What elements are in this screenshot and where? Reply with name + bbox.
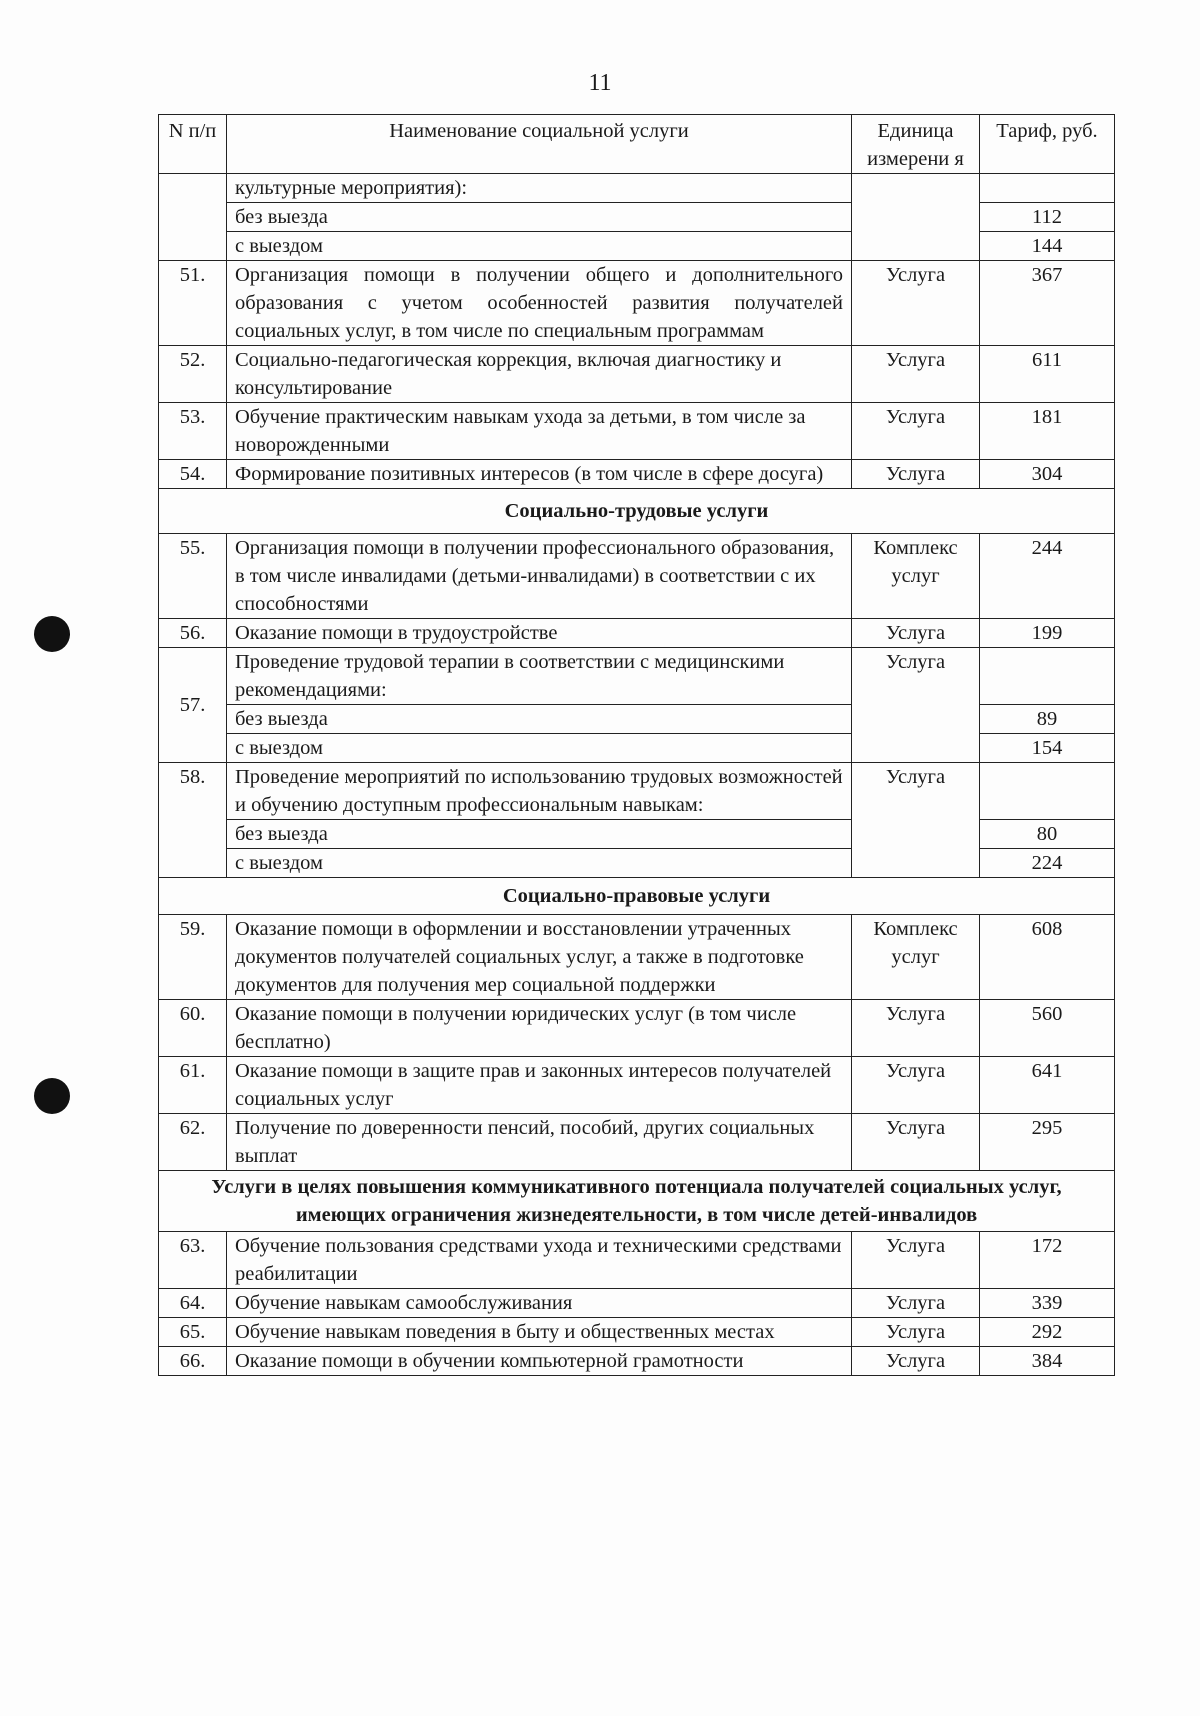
table-row — [159, 1232, 1115, 1289]
table-row — [159, 619, 1115, 648]
row-num: 53. — [159, 403, 227, 460]
subrow-name: с выездом — [227, 849, 852, 878]
row-unit: Услуга — [852, 1057, 980, 1114]
row-tariff: 641 — [980, 1057, 1115, 1114]
row-tariff: 304 — [980, 460, 1115, 489]
subrow-name: без выезда — [227, 820, 852, 849]
row-unit: Услуга — [852, 648, 980, 763]
table-row — [159, 1347, 1115, 1376]
row-unit: Услуга — [852, 1114, 980, 1171]
table-row — [159, 534, 1115, 619]
table-row — [159, 1000, 1115, 1057]
row-unit: Услуга — [852, 1000, 980, 1057]
row-tariff: 608 — [980, 915, 1115, 1000]
row-name: Оказание помощи в получении юридических услуг (в том числе бесплатно) — [227, 1000, 852, 1057]
row-unit: Услуга — [852, 403, 980, 460]
row-name: Обучение пользования средствами ухода и техническими средствами реабилитации — [227, 1232, 852, 1289]
row-name: Получение по доверенности пенсий, пособий, других социальных выплат — [227, 1114, 852, 1171]
subrow-name: с выездом — [227, 232, 852, 261]
row-tariff: 367 — [980, 261, 1115, 346]
row-unit: Услуга — [852, 1318, 980, 1347]
section-header-communicative — [159, 1171, 1115, 1232]
subrow-tariff: 112 — [980, 203, 1115, 232]
row-tariff: 292 — [980, 1318, 1115, 1347]
row-tariff: 384 — [980, 1347, 1115, 1376]
row-unit: Услуга — [852, 763, 980, 878]
table-row — [159, 460, 1115, 489]
row-num — [159, 174, 227, 261]
row-name: Проведение мероприятий по использованию трудовых возможностей и обучению доступным профессиональным навыкам: — [227, 763, 852, 820]
row-name: культурные мероприятия): — [227, 174, 852, 203]
table-row — [159, 261, 1115, 346]
row-num: 66. — [159, 1347, 227, 1376]
table-row — [159, 915, 1115, 1000]
row-name: Оказание помощи в оформлении и восстановлении утраченных документов получателей социальных услуг, а также в подготовке документов для получения мер социальной поддержки — [227, 915, 852, 1000]
punch-hole — [34, 616, 70, 652]
row-unit: Услуга — [852, 346, 980, 403]
row-name: Обучение практическим навыкам ухода за детьми, в том числе за новорожденными — [227, 403, 852, 460]
row-unit: Услуга — [852, 1347, 980, 1376]
row-tariff — [980, 763, 1115, 820]
subrow-tariff: 80 — [980, 820, 1115, 849]
subrow-tariff: 224 — [980, 849, 1115, 878]
table-row — [159, 346, 1115, 403]
header-tariff: Тариф, руб. — [980, 115, 1115, 174]
row-name: Проведение трудовой терапии в соответствии с медицинскими рекомендациями: — [227, 648, 852, 705]
table-row — [159, 1289, 1115, 1318]
row-unit: Услуга — [852, 460, 980, 489]
header-unit: Единица измерени я — [852, 115, 980, 174]
row-num: 58. — [159, 763, 227, 878]
row-tariff: 181 — [980, 403, 1115, 460]
row-unit: Комплекс услуг — [852, 534, 980, 619]
row-tariff: 199 — [980, 619, 1115, 648]
subrow-tariff: 89 — [980, 705, 1115, 734]
section-title: Социально-правовые услуги — [159, 878, 1115, 915]
row-tariff — [980, 174, 1115, 203]
row-tariff: 560 — [980, 1000, 1115, 1057]
row-name: Обучение навыкам поведения в быту и общественных местах — [227, 1318, 852, 1347]
row-unit — [852, 174, 980, 261]
row-tariff: 339 — [980, 1289, 1115, 1318]
page-number: 11 — [588, 70, 612, 96]
row-num: 56. — [159, 619, 227, 648]
subrow-name: без выезда — [227, 705, 852, 734]
row-unit: Услуга — [852, 1232, 980, 1289]
row-num: 62. — [159, 1114, 227, 1171]
section-header-labor — [159, 489, 1115, 534]
row-num: 52. — [159, 346, 227, 403]
subrow-tariff: 144 — [980, 232, 1115, 261]
table-row — [159, 648, 1115, 705]
row-num: 64. — [159, 1289, 227, 1318]
row-unit: Услуга — [852, 1289, 980, 1318]
row-name: Оказание помощи в обучении компьютерной грамотности — [227, 1347, 852, 1376]
punch-hole — [34, 1078, 70, 1114]
row-name: Формирование позитивных интересов (в том числе в сфере досуга) — [227, 460, 852, 489]
row-tariff: 295 — [980, 1114, 1115, 1171]
subrow-tariff: 154 — [980, 734, 1115, 763]
row-name: Социально-педагогическая коррекция, включая диагностику и консультирование — [227, 346, 852, 403]
section-header-legal — [159, 878, 1115, 915]
table-row — [159, 403, 1115, 460]
row-num: 65. — [159, 1318, 227, 1347]
row-unit: Услуга — [852, 261, 980, 346]
row-num: 59. — [159, 915, 227, 1000]
row-num: 55. — [159, 534, 227, 619]
row-num: 61. — [159, 1057, 227, 1114]
subrow-name: без выезда — [227, 203, 852, 232]
row-num: 60. — [159, 1000, 227, 1057]
row-name: Оказание помощи в трудоустройстве — [227, 619, 852, 648]
row-num: 57. — [159, 648, 227, 763]
table-row — [159, 1114, 1115, 1171]
row-name: Оказание помощи в защите прав и законных интересов получателей социальных услуг — [227, 1057, 852, 1114]
row-num: 63. — [159, 1232, 227, 1289]
table-row — [159, 1318, 1115, 1347]
section-title: Услуги в целях повышения коммуникативного потенциала получателей социальных услуг, имеющих ограничения жизнедеятельности, в том числе детей-инвалидов — [159, 1171, 1115, 1232]
row-name: Организация помощи в получении общего и дополнительного образования с учетом особенностей развития получателей социальных услуг, в том числе по специальным программам — [227, 261, 852, 346]
row-unit: Комплекс услуг — [852, 915, 980, 1000]
row-unit: Услуга — [852, 619, 980, 648]
header-name: Наименование социальной услуги — [227, 115, 852, 174]
table-row — [159, 1057, 1115, 1114]
table-row — [159, 174, 1115, 203]
row-tariff: 172 — [980, 1232, 1115, 1289]
row-tariff: 244 — [980, 534, 1115, 619]
row-num: 51. — [159, 261, 227, 346]
section-title: Социально-трудовые услуги — [159, 489, 1115, 534]
subrow-name: с выездом — [227, 734, 852, 763]
tariff-table — [158, 114, 1115, 1376]
table-row — [159, 763, 1115, 820]
header-num: N п/п — [159, 115, 227, 174]
row-tariff — [980, 648, 1115, 705]
row-tariff: 611 — [980, 346, 1115, 403]
table-header-row — [159, 115, 1115, 174]
row-name: Обучение навыкам самообслуживания — [227, 1289, 852, 1318]
row-num: 54. — [159, 460, 227, 489]
row-name: Организация помощи в получении профессионального образования, в том числе инвалидами (детьми-инвалидами) в соответствии с их способностями — [227, 534, 852, 619]
